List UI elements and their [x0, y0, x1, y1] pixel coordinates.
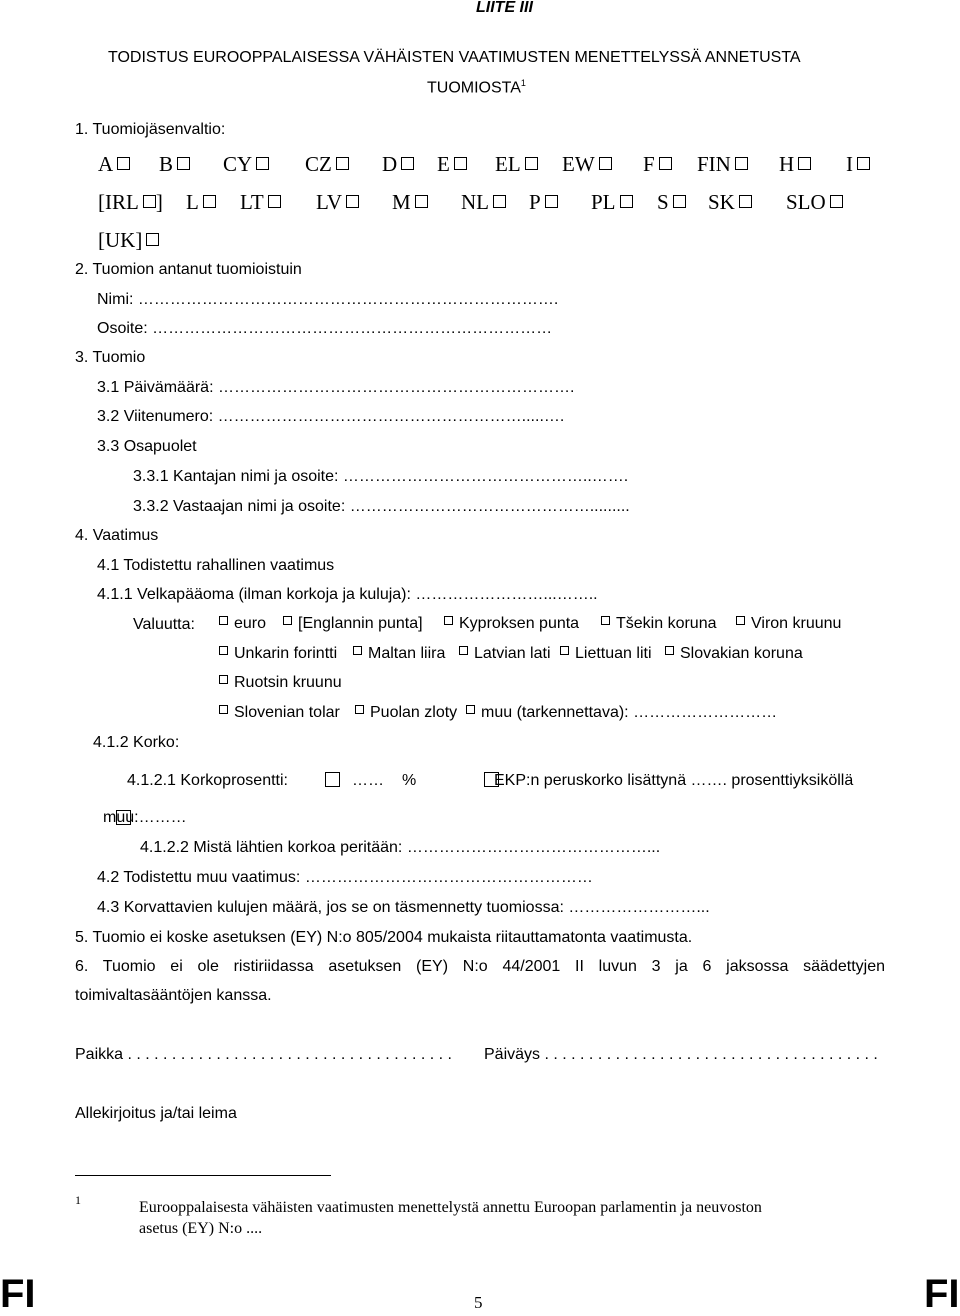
country-code: CZ	[305, 152, 332, 176]
interest-rate-dots[interactable]: ……	[352, 772, 384, 789]
country-code: [UK]	[98, 228, 143, 252]
country-checkbox[interactable]	[673, 195, 686, 208]
country-option[interactable]	[98, 190, 163, 215]
country-option[interactable]	[697, 152, 748, 177]
currency-checkbox[interactable]	[466, 705, 475, 714]
country-checkbox[interactable]	[346, 195, 359, 208]
form-title-text: TUOMIOSTA	[427, 79, 521, 97]
court-address-field[interactable]: Osoite: …………………………………………………………………	[97, 320, 553, 337]
country-option[interactable]	[846, 152, 870, 177]
signature-label: Allekirjoitus ja/tai leima	[75, 1105, 237, 1122]
country-checkbox[interactable]	[830, 195, 843, 208]
currency-label: Puolan zloty	[370, 704, 458, 721]
currency-label: Liettuan liti	[575, 645, 652, 662]
country-option[interactable]	[779, 152, 811, 177]
country-checkbox[interactable]	[659, 157, 672, 170]
country-option[interactable]	[98, 228, 159, 253]
country-option[interactable]	[591, 190, 633, 215]
country-code: [IRL	[98, 190, 139, 214]
footnote-text-line1: Eurooppalaisesta vähäisten vaatimusten menettelystä annettu Euroopan parlamentin ja neuvoston	[139, 1199, 762, 1216]
currency-checkbox[interactable]	[560, 646, 569, 655]
country-option[interactable]	[382, 152, 414, 177]
statement-6-line2: toimivaltasääntöjen kanssa.	[75, 987, 272, 1004]
country-code: NL	[461, 190, 489, 214]
statement-6-line1: 6. Tuomio ei ole ristiriidassa asetuksen (EY) N:o 44/2001 II luvun 3 ja 6 jaksossa säädettyjen	[75, 958, 885, 975]
currency-label: Valuutta:	[133, 616, 195, 633]
country-code: SLO	[786, 190, 826, 214]
interest-rate-row	[127, 771, 288, 790]
currency-checkbox[interactable]	[601, 616, 610, 625]
country-code: CY	[223, 152, 253, 176]
country-option[interactable]	[657, 190, 686, 215]
annex-label: LIITE III	[476, 0, 533, 16]
country-code: FIN	[697, 152, 731, 176]
country-code: D	[382, 152, 398, 176]
currency-label: Unkarin forintti	[234, 645, 338, 662]
country-option[interactable]	[223, 152, 269, 177]
country-checkbox[interactable]	[268, 195, 281, 208]
footer-language-right: FI	[924, 1272, 960, 1316]
currency-label: [Englannin punta]	[298, 615, 423, 632]
currency-option[interactable]	[219, 645, 337, 663]
country-option[interactable]	[437, 152, 467, 177]
country-option[interactable]	[495, 152, 538, 177]
country-checkbox[interactable]	[454, 157, 467, 170]
ecb-rate-label: EKP:n peruskorko lisättynä ……. prosenttiyksiköllä	[494, 772, 854, 789]
page-number: 5	[474, 1293, 483, 1312]
claimant-field[interactable]: 3.3.1 Kantajan nimi ja osoite: ………………………………………..…….	[133, 468, 629, 485]
country-code: I	[846, 152, 853, 176]
country-code: A	[98, 152, 114, 176]
currency-label: Ruotsin kruunu	[234, 674, 342, 691]
country-option[interactable]	[159, 152, 190, 177]
country-checkbox[interactable]	[739, 195, 752, 208]
parties-label: 3.3 Osapuolet	[97, 438, 197, 455]
country-checkbox[interactable]	[177, 157, 190, 170]
country-code: L	[186, 190, 199, 214]
currency-option[interactable]	[466, 704, 777, 722]
place-field[interactable]: Paikka . . . . . . . . . . . . . . . . . . . . . . . . . . . . . . . . . . . . .	[75, 1046, 452, 1063]
currency-label: Maltan liira	[368, 645, 446, 662]
currency-checkbox[interactable]	[665, 646, 674, 655]
currency-option[interactable]	[560, 645, 652, 663]
irl-bracket: ]	[155, 190, 163, 214]
country-checkbox[interactable]	[117, 157, 130, 170]
country-code: S	[657, 190, 669, 214]
country-code: P	[529, 190, 541, 214]
currency-option[interactable]	[283, 615, 423, 633]
principal-field[interactable]: 4.1.1 Velkapääoma (ilman korkoja ja kuluja): ……………………...……..	[97, 586, 598, 603]
other-claim-field[interactable]: 4.2 Todistettu muu vaatimus: ………………………………………………	[97, 869, 593, 886]
country-code: SK	[708, 190, 735, 214]
country-checkbox[interactable]	[143, 195, 156, 208]
case-number-field[interactable]: 3.2 Viitenumero: ………………………………………………….....….	[97, 408, 565, 425]
footer-language-left: FI	[0, 1272, 36, 1316]
interest-rate-checkbox[interactable]	[325, 772, 340, 787]
judgment-date-field[interactable]: 3.1 Päivämäärä: ………………………………………………………….	[97, 379, 575, 396]
country-code: PL	[591, 190, 616, 214]
percent-sign: %	[402, 772, 417, 789]
monetary-claim-label: 4.1 Todistettu rahallinen vaatimus	[97, 557, 335, 574]
country-option[interactable]	[529, 190, 558, 215]
currency-label: Slovenian tolar	[234, 704, 340, 721]
country-option[interactable]	[240, 190, 281, 215]
country-checkbox[interactable]	[336, 157, 349, 170]
country-checkbox[interactable]	[620, 195, 633, 208]
currency-option[interactable]	[353, 645, 445, 663]
currency-label: Latvian lati	[474, 645, 551, 662]
country-checkbox[interactable]	[599, 157, 612, 170]
country-code: M	[392, 190, 411, 214]
section3-label: 3. Tuomio	[75, 349, 146, 366]
country-checkbox[interactable]	[493, 195, 506, 208]
interest-label: 4.1.2 Korko:	[93, 734, 180, 751]
footnote-number: 1	[75, 1193, 81, 1207]
date-field[interactable]: Päiväys . . . . . . . . . . . . . . . . . . . . . . . . . . . . . . . . . . . . . .	[484, 1046, 878, 1063]
country-code: B	[159, 152, 174, 176]
other-interest-field[interactable]: muu:………	[103, 809, 187, 826]
currency-option[interactable]	[219, 615, 266, 633]
currency-checkbox[interactable]	[219, 705, 228, 714]
country-code: F	[643, 152, 655, 176]
country-checkbox[interactable]	[735, 157, 748, 170]
currency-label: muu (tarkennettava): ………………………	[481, 704, 778, 721]
section2-label: 2. Tuomion antanut tuomioistuin	[75, 261, 302, 278]
country-option[interactable]	[708, 190, 752, 215]
currency-label: Slovakian koruna	[680, 645, 803, 662]
country-option[interactable]	[98, 152, 130, 177]
country-checkbox[interactable]	[146, 233, 159, 246]
currency-label: Tšekin koruna	[616, 615, 717, 632]
country-option[interactable]	[186, 190, 216, 215]
country-checkbox[interactable]	[203, 195, 216, 208]
country-option[interactable]	[643, 152, 672, 177]
footnote-ref: 1	[520, 78, 526, 88]
country-code: E	[437, 152, 450, 176]
currency-checkbox[interactable]	[355, 705, 364, 714]
court-name-field[interactable]: Nimi: …………………………………………………………………….	[97, 291, 559, 308]
currency-option[interactable]	[444, 615, 579, 633]
country-option[interactable]	[786, 190, 843, 215]
currency-option[interactable]	[355, 704, 457, 722]
currency-label: euro	[234, 615, 267, 632]
form-title-line2	[427, 78, 526, 98]
currency-checkbox[interactable]	[459, 646, 468, 655]
country-option[interactable]	[392, 190, 428, 215]
currency-checkbox[interactable]	[219, 646, 228, 655]
country-option[interactable]	[305, 152, 349, 177]
currency-option[interactable]	[459, 645, 551, 663]
country-option[interactable]	[562, 152, 612, 177]
costs-field[interactable]: 4.3 Korvattavien kulujen määrä, jos se on täsmennetty tuomiossa: ……………………...	[97, 899, 710, 916]
country-code: H	[779, 152, 795, 176]
country-checkbox[interactable]	[401, 157, 414, 170]
currency-checkbox[interactable]	[444, 616, 453, 625]
country-checkbox[interactable]	[256, 157, 269, 170]
currency-option[interactable]	[219, 704, 340, 722]
country-code: EW	[562, 152, 595, 176]
currency-option[interactable]	[219, 674, 342, 692]
section4-label: 4. Vaatimus	[75, 527, 159, 544]
country-option[interactable]	[316, 190, 359, 215]
footnote-separator	[75, 1175, 331, 1176]
currency-checkbox[interactable]	[353, 646, 362, 655]
country-checkbox[interactable]	[415, 195, 428, 208]
footnote-text-line2: asetus (EY) N:o ....	[139, 1220, 263, 1237]
country-code: LT	[240, 190, 264, 214]
statement-5: 5. Tuomio ei koske asetuksen (EY) N:o 805/2004 mukaista riitauttamatonta vaatimusta.	[75, 929, 693, 946]
currency-checkbox[interactable]	[219, 675, 228, 684]
currency-option[interactable]	[601, 615, 717, 633]
currency-checkbox[interactable]	[283, 616, 292, 625]
country-option[interactable]	[461, 190, 506, 215]
country-code: LV	[316, 190, 343, 214]
currency-checkbox[interactable]	[219, 616, 228, 625]
section1-label: 1. Tuomiojäsenvaltio:	[75, 121, 226, 138]
currency-option[interactable]	[665, 645, 803, 663]
currency-label: Kyproksen punta	[459, 615, 580, 632]
country-checkbox[interactable]	[857, 157, 870, 170]
interest-rate-label: 4.1.2.1 Korkoprosentti:	[127, 772, 288, 789]
form-title-line1: TODISTUS EUROOPPALAISESSA VÄHÄISTEN VAATIMUSTEN MENETTELYSSÄ ANNETUSTA	[108, 49, 801, 66]
currency-checkbox[interactable]	[736, 616, 745, 625]
country-checkbox[interactable]	[798, 157, 811, 170]
country-checkbox[interactable]	[525, 157, 538, 170]
country-checkbox[interactable]	[545, 195, 558, 208]
country-code: EL	[495, 152, 521, 176]
currency-option[interactable]	[736, 615, 841, 633]
currency-label: Viron kruunu	[751, 615, 842, 632]
defendant-field[interactable]: 3.3.2 Vastaajan nimi ja osoite: ……………………………………….........	[133, 498, 630, 515]
interest-from-field[interactable]: 4.1.2.2 Mistä lähtien korkoa peritään: ………………………………………...	[140, 839, 661, 856]
